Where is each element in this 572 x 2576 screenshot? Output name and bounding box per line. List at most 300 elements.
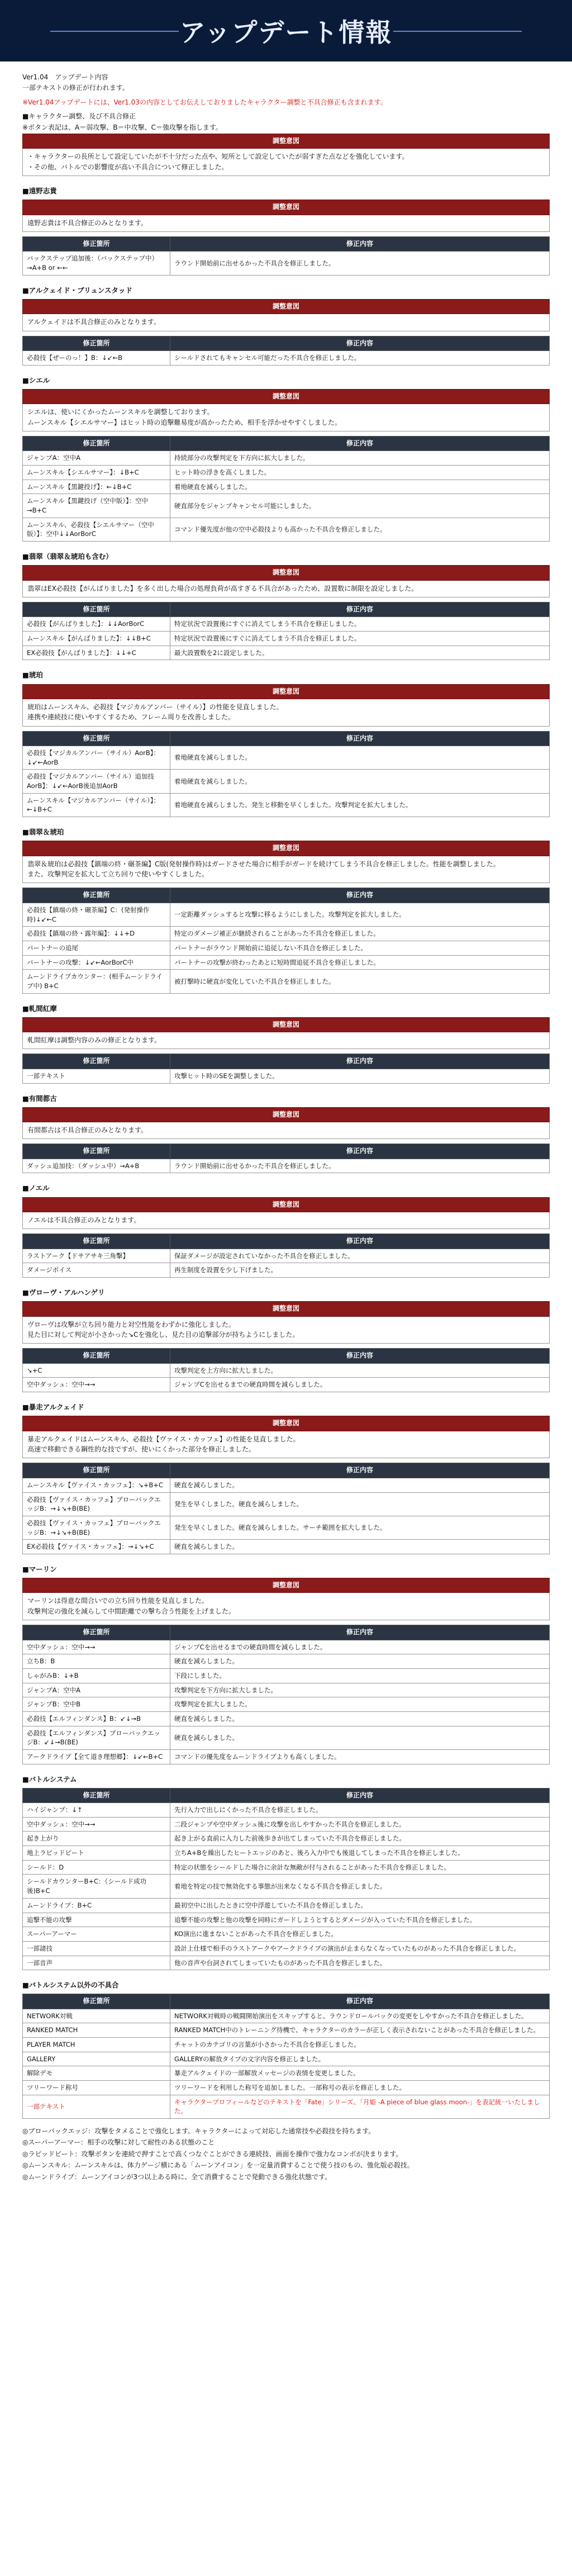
section-title: ■バトルシステム以外の不具合 [22, 1981, 119, 1990]
header-loc: 修正箇所 [23, 1788, 170, 1802]
cell-fix: 硬直を減らしました。 [170, 1654, 550, 1669]
table-row [23, 1875, 550, 1898]
cell-fix: 発生を早くしました。硬直を減らしました。サーチ範囲を拡大しました。 [170, 1516, 550, 1539]
header-fix: 修正内容 [170, 1054, 550, 1069]
cell-fix: 保証ダメージが設定されていなかった不具合を修正しました。 [170, 1249, 550, 1263]
header-fix: 修正内容 [170, 1625, 550, 1640]
table-row [23, 927, 550, 941]
cell-fix: 発生を早くしました。硬直を減らしました。 [170, 1492, 550, 1516]
table-row [23, 746, 550, 770]
adjust-box [22, 1301, 550, 1344]
section-title: ■シエル [22, 376, 50, 385]
adjust-header: 調整意図 [22, 200, 550, 215]
header-fix: 修正内容 [170, 731, 550, 746]
section-title: ■ノエル [22, 1184, 50, 1193]
cell-fix: 被打撃時に硬直が変化していた不具合を修正しました。 [170, 970, 550, 993]
cell-fix: キャラクタープロフィールなどのテキストを「Fate」シリーズ、「月姫 -A piece of blue glass moon-」を表記統一いたしました。 [170, 2095, 550, 2118]
cell-location: ムーンスキル【マジカルアンバー（サイル）】：←↓B+C [23, 793, 170, 817]
table-header-row [23, 336, 550, 350]
cell-location: ツリーワード称号 [23, 2081, 170, 2095]
cell-location: 必殺技【マジカルアンバー（サイル）AorB】：↓↙←AorB [23, 746, 170, 770]
section-title: ■翡翠＆琥珀 [22, 828, 64, 837]
table-row [23, 1654, 550, 1669]
footer-note: ◎ムーンスキル：ムーンスキルは、体力ゲージ横にある「ムーンアイコン」を一定量消費することで使う技のもの、強化版必殺技。 [22, 2161, 414, 2170]
cell-fix: 持続部分の攻撃判定を下方向に拡大しました。 [170, 451, 550, 466]
table-row [23, 2066, 550, 2081]
cell-fix: パートナーの攻撃が終わったあとに短時間追従不具合を修正しました。 [170, 955, 550, 970]
cell-location: 必殺技【鎮端の終・露年編】：↓↓+D [23, 927, 170, 941]
cell-location: 必殺技【鎮端の終・碾茶編】C：(発射操作時)↓↙←C [23, 903, 170, 926]
section [22, 1183, 550, 1278]
table-row [23, 955, 550, 970]
table-row [23, 1726, 550, 1749]
cell-location: 起き上がり [23, 1832, 170, 1846]
section [22, 827, 550, 993]
intro [22, 73, 550, 132]
table-row [23, 970, 550, 993]
cell-fix: ヒット時の浮きを高くしました。 [170, 466, 550, 480]
cell-location: RANKED MATCH [23, 2023, 170, 2038]
adjust-header: 調整意図 [22, 684, 550, 699]
cell-location: ラストアーク【ドサアサキ三角擊】 [23, 1249, 170, 1263]
cell-location: ムーンスキル【黒鍵投げ（空中版）】：空中→B+C [23, 494, 170, 518]
cell-location: シールドカウンターB+C：（シールド成功後)B+C [23, 1875, 170, 1898]
table-header-row [23, 603, 550, 617]
header-banner [0, 0, 572, 61]
content [0, 61, 572, 2195]
header-fix: 修正内容 [170, 1463, 550, 1478]
section [22, 186, 550, 276]
table-row [23, 1263, 550, 1278]
adjust-header: 調整意図 [22, 565, 550, 580]
cell-location: 追撃不能の攻撃 [23, 1913, 170, 1927]
cell-location: EX必殺技【ヴァイス・カッフェ】：→↓↘+C [23, 1540, 170, 1554]
section-title: ■アルクェイド・ブリュンスタッド [22, 286, 132, 295]
adjust-body [22, 1593, 550, 1620]
table-header-row [23, 731, 550, 746]
adjust-body [22, 149, 550, 176]
cell-fix: 着地硬直を減らしました。 [170, 770, 550, 793]
table-row [23, 646, 550, 660]
cell-fix: ラウンド開始前に出せるかった不具合を修正しました。 [170, 1159, 550, 1173]
fix-table [22, 731, 550, 817]
adjust-text: ・キャラクターの長所として設定していたが不十分だった点や、短所として設定していたが弱すぎた点などを強化しています。 [27, 153, 409, 161]
cell-fix: 暴走アルクェイドの一部解放メッセージの表情を変更しました。 [170, 2066, 550, 2081]
table-header-row [23, 1349, 550, 1363]
table-row [23, 1697, 550, 1712]
cell-fix: 硬直を減らしました。 [170, 1540, 550, 1554]
header-fix: 修正内容 [170, 1349, 550, 1363]
cell-fix: 下段にしました。 [170, 1668, 550, 1683]
cell-fix: 攻撃ヒット時のSEを調整しました。 [170, 1069, 550, 1083]
section [22, 552, 550, 660]
table-row [23, 2095, 550, 2118]
cell-fix: KO演出に進まないことがあった不具合を修正しました。 [170, 1927, 550, 1942]
adjust-body [22, 1212, 550, 1229]
header-loc: 修正箇所 [23, 1234, 170, 1249]
adjust-text: 翡翠はEX必殺技【がんばりました】を多く出した場合の処理負荷が高すぎる不具合があったため、設置数に制限を設定しました。 [27, 584, 418, 592]
table-header-row [23, 437, 550, 451]
adjust-header: 調整意図 [22, 299, 550, 314]
section-title: ■ヴローヴ・アルハンゲリ [22, 1288, 105, 1297]
fix-table [22, 436, 550, 542]
section [22, 1004, 550, 1084]
cell-fix: シールドされてもキャンセル可能だった不具合を修正しました。 [170, 351, 550, 366]
table-row [23, 1249, 550, 1263]
cell-fix: 着地硬直を減らしました。発生と移動を早くしました。攻撃判定を拡大しました。 [170, 793, 550, 817]
table-header-row [23, 1234, 550, 1249]
cell-fix: 硬直を減らしました。 [170, 1726, 550, 1749]
table-row [23, 466, 550, 480]
cell-location: 一部テキスト [23, 1069, 170, 1083]
adjust-header: 調整意図 [22, 389, 550, 404]
intro-item: ※ボタン表記は、A＝弱攻撃、B＝中攻撃、C＝強攻撃を指します。 [22, 123, 222, 131]
table-header-row [23, 1144, 550, 1159]
table-row [23, 2009, 550, 2023]
cell-location: EX必殺技【がんばりました】：↓↓+C [23, 646, 170, 660]
cell-location: スーパーアーマー [23, 1927, 170, 1942]
section [22, 1564, 550, 1764]
cell-location: 必殺技【がんばりました】：↓↓AorBorC [23, 617, 170, 632]
page-title: アップデート情報 [179, 17, 393, 48]
cell-location: 必殺技【エルフィンダンス】ブローバックエッジB：↙↓→B(BE) [23, 1726, 170, 1749]
cell-location: 必殺技【ヴァイス・カッフェ】ブローバックエッジB：→↓↘+B(BE) [23, 1516, 170, 1539]
header-loc: 修正箇所 [23, 1994, 170, 2009]
cell-location: 立ちB：B [23, 1654, 170, 1669]
table-row [23, 1668, 550, 1683]
table-header-row [23, 888, 550, 903]
cell-location: ムーンスキル【ヴァイス・カッフェ】：↘+B+C [23, 1478, 170, 1492]
table-row [23, 1540, 550, 1554]
cell-location: シールド：D [23, 1860, 170, 1875]
fix-table [22, 602, 550, 660]
table-row [23, 1378, 550, 1392]
banner-line-right [393, 31, 522, 32]
adjust-box [22, 684, 550, 727]
header-loc: 修正箇所 [23, 731, 170, 746]
table-row [23, 351, 550, 366]
cell-fix: 先行入力で出しにくかった不具合を修正しました。 [170, 1803, 550, 1818]
cell-fix: 攻撃判定を拡大しました。 [170, 1697, 550, 1712]
cell-fix: 硬直を減らしました。 [170, 1711, 550, 1726]
cell-location: ダッシュ追加技：（ダッシュ中）→A+B [23, 1159, 170, 1173]
adjust-header: 調整意図 [22, 841, 550, 856]
header-fix: 修正内容 [170, 1144, 550, 1159]
adjust-box [22, 1197, 550, 1230]
adjust-body [22, 699, 550, 727]
cell-fix: 他の音声や台詞されてしまっていたものがあった不具合を修正しました。 [170, 1956, 550, 1970]
banner-line-left [50, 31, 179, 32]
table-row [23, 1832, 550, 1846]
adjust-header: 調整意図 [22, 134, 550, 149]
header-fix: 修正内容 [170, 1994, 550, 2009]
adjust-text: ノエルは不具合修正のみとなります。 [27, 1216, 141, 1224]
section [22, 376, 550, 542]
section [22, 134, 550, 176]
fix-table [22, 1234, 550, 1278]
cell-fix: 攻撃判定を下方向に拡大しました。 [170, 1683, 550, 1697]
adjust-text: 琥珀はムーンスキル、必殺技【マジカルアンバー（サイル）】の性能を見直しました。 [27, 703, 283, 711]
fix-table [22, 1625, 550, 1764]
cell-location: 空中ダッシュ：空中→→ [23, 1640, 170, 1654]
cell-location: ハイジャンプ：↓↑ [23, 1803, 170, 1818]
footer-notes [22, 2127, 550, 2182]
cell-location: 空中ダッシュ：空中→→ [23, 1378, 170, 1392]
header-fix: 修正内容 [170, 1234, 550, 1249]
adjust-text: マーリンは得意な間合いでの立ち回り性能を見直しました。 [27, 1597, 209, 1605]
sections [22, 134, 550, 2119]
table-row [23, 252, 550, 275]
header-loc: 修正箇所 [23, 1054, 170, 1069]
section-title: ■琥珀 [22, 671, 43, 680]
table-row [23, 1711, 550, 1726]
cell-fix: パートナーがラウンド開始前に追従しない不具合を修正しました。 [170, 941, 550, 955]
table-row [23, 1640, 550, 1654]
table-row [23, 632, 550, 646]
footer-note: ◎スーパーアーマー：相手の攻撃に対して耐性のある状態のこと [22, 2138, 215, 2147]
header-fix: 修正内容 [170, 437, 550, 451]
adjust-text: 攻撃判定の強化を減らして中間距離での撃ち合う性能を上げました。 [27, 1607, 236, 1615]
fix-table [22, 1348, 550, 1392]
cell-location: ジャンプB：空中B [23, 1697, 170, 1712]
intro-item: ■キャラクター調整、及び不具合修正 [22, 112, 136, 121]
adjust-header: 調整意図 [22, 1107, 550, 1122]
adjust-text: 見た目に対して判定が小さかった↘Cを強化し、見た目の追撃部分が持ちようにしました。 [27, 1331, 299, 1339]
table-row [23, 770, 550, 793]
adjust-text: アルクェイドは不具合修正のみとなります。 [27, 318, 160, 326]
table-row [23, 1898, 550, 1913]
cell-fix: 最初空中に出したときに空中浮遊していた不具合を修正しました。 [170, 1898, 550, 1913]
table-row [23, 793, 550, 817]
adjust-text: シエルは、使いにくかったムーンスキルを調整しております。 [27, 408, 214, 416]
adjust-body [22, 1317, 550, 1344]
cell-location: 解除デモ [23, 2066, 170, 2081]
table-row [23, 494, 550, 518]
adjust-box [22, 1416, 550, 1458]
cell-fix: 追撃不能の攻撃と他の攻撃を同時にガードしようとするとダメージが入っていた不具合を修正しました。 [170, 1913, 550, 1927]
table-row [23, 2081, 550, 2095]
fix-table [22, 1788, 550, 1970]
table-header-row [23, 237, 550, 252]
header-loc: 修正箇所 [23, 237, 170, 252]
adjust-text: 遠野志貴は不具合修正のみとなります。 [27, 219, 148, 227]
cell-fix: チャットのカテゴリの言葉が小さかった不具合を修正しました。 [170, 2038, 550, 2052]
section-title: ■軋間紅摩 [22, 1004, 57, 1013]
cell-location: 一部音声 [23, 1956, 170, 1970]
cell-fix: 特定状況で設置後にすぐに消えてしまう不具合を修正しました。 [170, 617, 550, 632]
adjust-box [22, 200, 550, 232]
cell-location: バックステップ追加後：（バックステップ中）→A+B or ←← [23, 252, 170, 275]
adjust-body [22, 1431, 550, 1459]
cell-location: 必殺技【マジカルアンバー（サイル）追加技AorB】：↓↙←AorB後追加AorB [23, 770, 170, 793]
adjust-text: ヴローヴは攻撃が立ち回り能力と対空性能をわずかに強化しました。 [27, 1320, 236, 1329]
table-row [23, 451, 550, 466]
cell-fix: 攻撃判定を上方向に拡大しました。 [170, 1363, 550, 1378]
cell-fix: 立ちA+Bを繰出したヒートエッジのあと、後ろ入力中でも後退してしまった不具合を修正しました。 [170, 1846, 550, 1861]
table-row [23, 1492, 550, 1516]
section-title: ■暴走アルクェイド [22, 1403, 84, 1412]
adjust-box [22, 1017, 550, 1050]
section-title: ■遠野志貴 [22, 187, 57, 196]
cell-fix: 特定状況で設置後にすぐに消えてしまう不具合を修正しました。 [170, 632, 550, 646]
section [22, 1094, 550, 1174]
header-loc: 修正箇所 [23, 1144, 170, 1159]
fix-table [22, 1463, 550, 1554]
cell-fix: コマンドの優先度をムーンドライブよりも高くしました。 [170, 1749, 550, 1764]
table-row [23, 518, 550, 541]
table-row [23, 1913, 550, 1927]
cell-location: ムーンドライブ：B+C [23, 1898, 170, 1913]
section-title: ■翡翠（翡翠＆琥珀も含む） [22, 552, 113, 561]
cell-fix: 着地硬直を減らしました。 [170, 480, 550, 494]
cell-fix: NETWORK対戦時の戦闘開始演出をスキップすると、ラウンドロールバックの変更をしやすかった不具合を修正しました。 [170, 2009, 550, 2023]
cell-fix: 再生制度を設置を少し下げました。 [170, 1263, 550, 1278]
section-title: ■バトルシステム [22, 1775, 77, 1783]
fix-table [22, 1054, 550, 1083]
table-row [23, 1159, 550, 1173]
header-loc: 修正箇所 [23, 888, 170, 903]
cell-fix: ラウンド開始前に出せるかった不具合を修正しました。 [170, 252, 550, 275]
table-row [23, 1860, 550, 1875]
cell-location: しゃがみB：↓+B [23, 1668, 170, 1683]
cell-fix: 二段ジャンプや空中ダッシュ後に攻撃を出しやすかった不具合を修正しました。 [170, 1817, 550, 1832]
table-row [23, 2023, 550, 2038]
cell-fix: 硬直を減らしました。 [170, 1478, 550, 1492]
adjust-text: ムーンスキル【シエルサマー】はヒット時の追撃難易度が高かったため、相手を浮かせやすくしました。 [27, 418, 341, 426]
footer-note: ◎ムーンドライブ：ムーンアイコンが3つ以上ある時に、全て消費することで発動できる強化状態です。 [22, 2172, 332, 2181]
table-row [23, 1478, 550, 1492]
cell-fix: 硬直部分をジャンプキャンセル可能にしました。 [170, 494, 550, 518]
cell-location: 地上ラピッドビート [23, 1846, 170, 1861]
adjust-text: 暴走アルクェイドはムーンスキル、必殺技【ヴァイス・カッフェ】の性能を見直しました。 [27, 1435, 300, 1443]
fix-table [22, 1144, 550, 1173]
cell-fix: 着地硬直を減らしました。 [170, 746, 550, 770]
cell-location: ムーンスキル【シエルサマー】：↓B+C [23, 466, 170, 480]
header-loc: 修正箇所 [23, 437, 170, 451]
cell-fix: 設計上仕様で相手のラストアークやアークドライブの演出が止まらなくなっていたものがあった不具合を修正しました。 [170, 1941, 550, 1956]
adjust-body [22, 314, 550, 331]
table-header-row [23, 1788, 550, 1802]
cell-location: アークドライブ【全て道き理想郷】：↓↙←B+C [23, 1749, 170, 1764]
cell-fix: GALLERYの解放タイプの文字内容を修正しました。 [170, 2052, 550, 2066]
cell-fix: 特定のダメージ補正が継続されることがあった不具合を修正しました。 [170, 927, 550, 941]
header-loc: 修正箇所 [23, 603, 170, 617]
footer-note: ◎ラピッドビート：攻撃ボタンを連続で押すことで高くつなぐことができる連続技、画面を操作で強力なコンボが決まります。 [22, 2150, 403, 2158]
table-row [23, 1956, 550, 1970]
header-loc: 修正箇所 [23, 1625, 170, 1640]
table-row [23, 1683, 550, 1697]
table-row [23, 1817, 550, 1832]
section [22, 1775, 550, 1971]
cell-location: GALLERY [23, 2052, 170, 2066]
table-header-row [23, 1463, 550, 1478]
cell-location: パートナーの攻撃：↓↙←AorBorC中 [23, 955, 170, 970]
section [22, 286, 550, 366]
adjust-body [22, 1032, 550, 1049]
table-row [23, 1516, 550, 1539]
table-row [23, 1803, 550, 1818]
cell-fix: 特定の状態をシールドした場合に余計な無敵が付与されることがあった不具合を修正しました。 [170, 1860, 550, 1875]
adjust-box [22, 299, 550, 331]
adjust-text: また、攻撃判定を拡大して立ち回りで使いやすくしました。 [27, 870, 209, 879]
cell-location: 空中ダッシュ：空中→→ [23, 1817, 170, 1832]
table-row [23, 480, 550, 494]
adjust-header: 調整意図 [22, 1017, 550, 1032]
cell-location: ジャンプA：空中A [23, 451, 170, 466]
cell-fix: 着地を特定の技で無効化する事態が出来なくなる不具合を修正しました。 [170, 1875, 550, 1898]
adjust-body [22, 1122, 550, 1139]
table-row [23, 1749, 550, 1764]
cell-location: 必殺技【ヴァイス・カッフェ】ブローバックエッジB：→↓↘+B(BE) [23, 1492, 170, 1516]
adjust-text: 有間都古は不具合修正のみとなります。 [27, 1126, 148, 1135]
cell-location: ジャンプA：空中A [23, 1683, 170, 1697]
header-fix: 修正内容 [170, 237, 550, 252]
header-loc: 修正箇所 [23, 336, 170, 350]
table-row [23, 1069, 550, 1083]
adjust-box [22, 841, 550, 883]
cell-fix: ツリーワードを利用した称号を追加しました。一部称号の表示を修正しました。 [170, 2081, 550, 2095]
table-row [23, 1363, 550, 1378]
cell-location: ムーンスキル、必殺技【シエルサマー（空中版）】：空中↓↓AorBorC [23, 518, 170, 541]
adjust-text: 翡翠＆琥珀は必殺技【鎮端の終・碾茶編】C版(発射操作時)はガードさせた場合に相手がガードを続けてしまう不具合を修正しました。性能を調整しました。 [27, 860, 500, 868]
adjust-box [22, 134, 550, 176]
header-fix: 修正内容 [170, 888, 550, 903]
section [22, 1288, 550, 1392]
cell-location: ムーンドライブカウンター：(相手ムーンドライブ中) B+C [23, 970, 170, 993]
intro-line: Ver1.04 アップデート内容 [22, 73, 108, 81]
section-title: ■マーリン [22, 1564, 57, 1573]
footer-note: ◎ブローバックエッジ：攻撃をタメることで強化します。キャラクターによって対応した通常技や必殺技を持ちます。 [22, 2127, 375, 2136]
fix-table [22, 236, 550, 276]
adjust-text: 軋間紅摩は調整内容のみの修正となります。 [27, 1036, 161, 1045]
header-fix: 修正内容 [170, 603, 550, 617]
table-row [23, 941, 550, 955]
cell-location: NETWORK対戦 [23, 2009, 170, 2023]
header-fix: 修正内容 [170, 1788, 550, 1802]
header-loc: 修正箇所 [23, 1463, 170, 1478]
cell-location: PLAYER MATCH [23, 2038, 170, 2052]
adjust-header: 調整意図 [22, 1578, 550, 1593]
section-title: ■有間都古 [22, 1094, 57, 1103]
section [22, 1980, 550, 2119]
cell-fix: 一定距離ダッシュすると攻撃に移るようにしました。攻撃判定を拡大しました。 [170, 903, 550, 926]
section [22, 670, 550, 817]
intro-notice: ※Ver1.04アップデートには、Ver1.03の内容としてお伝えしておりましたキャラクター調整と不具合修正も含まれます。 [22, 98, 387, 106]
cell-location: ダメージポイス [23, 1263, 170, 1278]
cell-location: ↘+C [23, 1363, 170, 1378]
cell-fix: RANKED MATCH中のトレーニング待機で、キャラクターのカラーが正しく表示されないことがあった不具合を修正しました。 [170, 2023, 550, 2038]
fix-table [22, 336, 550, 366]
adjust-box [22, 1107, 550, 1140]
adjust-box [22, 565, 550, 597]
adjust-body [22, 215, 550, 232]
fix-table [22, 1994, 550, 2119]
cell-fix: 最大設置数を2に設定しました。 [170, 646, 550, 660]
adjust-text: 高速で移動できる鋼性的な技ですが、使いにくかった部分を修正しました。 [27, 1445, 256, 1454]
cell-location: パートナーの追尾 [23, 941, 170, 955]
adjust-body [22, 404, 550, 431]
cell-fix: ジャンプCを出せるまでの硬直時間を減らしました。 [170, 1378, 550, 1392]
adjust-box [22, 1578, 550, 1620]
table-row [23, 2052, 550, 2066]
cell-location: 一部テキスト [23, 2095, 170, 2118]
adjust-text: ・その他、バトルでの影響度が高い不具合について修正しました。 [27, 163, 228, 171]
cell-location: 必殺技【エルフィンダンス】B：↙↓→B [23, 1711, 170, 1726]
table-row [23, 903, 550, 926]
fix-table [22, 888, 550, 993]
adjust-body [22, 856, 550, 884]
table-header-row [23, 1994, 550, 2009]
